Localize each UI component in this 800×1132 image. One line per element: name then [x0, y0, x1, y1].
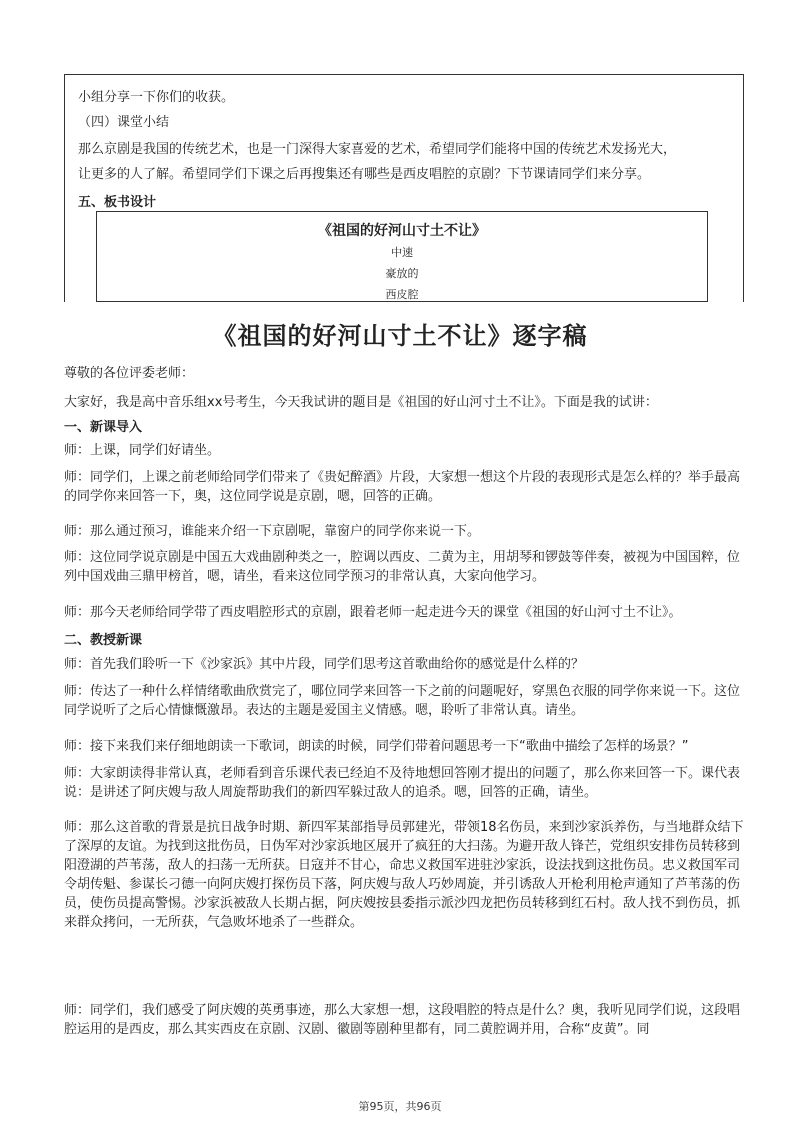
section-heading-board-design: 五、板书设计 — [78, 195, 157, 210]
text-line: 让更多的人了解。希望同学们下课之后再搜集还有哪些是西皮唱腔的京剧？下节课请同学们来分享。 — [78, 167, 651, 182]
paragraph: 师：上课，同学们好请坐。 — [64, 443, 221, 458]
paragraph: 师：大家朗读得非常认真，老师看到音乐课代表已经迫不及待地想回答刚才提出的问题了，那么你来回答一下。课代表说：是讲述了阿庆嫂与敌人周旋帮助我们的新四军躲过敌人的追杀。嗯，回答的正确，请坐。 — [64, 766, 741, 800]
paragraph: 师：传达了一种什么样情绪歌曲欣赏完了，哪位同学来回答一下之前的问题呢好，穿黑色衣服的同学你来说一下。这位同学说听了之后心情慷慨激昂。表达的主题是爱国主义情感。嗯，聆听了非常认真。请坐。 — [64, 684, 741, 718]
salutation: 尊敬的各位评委老师： — [64, 366, 195, 381]
section-heading: 二、教授新课 — [64, 633, 143, 648]
paragraph: 师：那今天老师给同学带了西皮唱腔形式的京剧，跟着老师一起走进今天的课堂《祖国的好山河寸土不让》。 — [64, 605, 682, 620]
document-title: 《祖国的好河山寸土不让》逐字稿 — [212, 321, 588, 350]
paragraph: 师：那么这首歌的背景是抗日战争时期、新四军某部指导员郭建光，带领18名伤员，来到沙家浜养伤，与当地群众结下了深厚的友谊。为找到这批伤员，日伪军对沙家浜地区展开了疯狂的大扫荡。为避开敌人锋芒，党组织安排伤员转移到阳澄湖的芦苇荡，敌人的扫荡一无所获。日寇并不甘心，命忠义救国军进驻沙家浜，设法找到这批伤员。忠义救国军司令胡传魁、参谋长刁德一向阿庆嫂打探伤员下落，阿庆嫂与敌人巧妙周旋，并引诱敌人开枪利用枪声通知了芦苇荡的伤员，使伤员提高警惕。沙家浜被敌人长期占据，阿庆嫂按县委指示派沙四龙把伤员转移到红石村。敌人找不到伤员，抓来群众拷问，一无所获，气急败坏地杀了一些群众。 — [64, 820, 744, 930]
board-title: 《祖国的好河山寸土不让》 — [318, 223, 486, 239]
summary-heading: （四）课堂小结 — [78, 115, 170, 130]
text-line: 小组分享一下你们的收获。 — [78, 90, 235, 105]
board-design-box — [96, 211, 708, 302]
paragraph: 师：同学们，上课之前老师给同学们带来了《贵妃醉酒》片段，大家想一想这个片段的表现形式是怎么样的？举手最高的同学你来回答一下，奥，这位同学说是京剧，嗯，回答的正确。 — [64, 470, 741, 504]
page-number: 第95页，共96页 — [358, 1100, 442, 1113]
board-item: 中速 — [391, 246, 413, 259]
paragraph: 师：同学们，我们感受了阿庆嫂的英勇事迹，那么大家想一想，这段唱腔的特点是什么？奥，我听见同学们说，这段唱腔运用的是西皮，那么其实西皮在京剧、汉剧、徽剧等剧种里都有，同二黄腔调并用，合称“皮黄”。同 — [64, 1003, 741, 1037]
paragraph: 师：接下来我们来仔细地朗读一下歌词，朗读的时候，同学们带着问题思考一下“歌曲中描绘了怎样的场景？” — [64, 739, 689, 754]
paragraph: 师：这位同学说京剧是中国五大戏曲剧种类之一，腔调以西皮、二黄为主，用胡琴和锣鼓等伴奏，被视为中国国粹，位列中国戏曲三鼎甲榜首，嗯，请坐，看来这位同学预习的非常认真，大家向他学习。 — [64, 550, 741, 584]
section-heading: 一、新课导入 — [64, 420, 143, 435]
paragraph: 师：那么通过预习，谁能来介绍一下京剧呢，靠窗户的同学你来说一下。 — [64, 524, 481, 539]
board-item: 豪放的 — [385, 267, 419, 280]
paragraph: 师：首先我们聆听一下《沙家浜》其中片段，同学们思考这首歌曲给你的感觉是什么样的？ — [64, 657, 585, 672]
board-item: 西皮腔 — [385, 288, 419, 301]
paragraph: 大家好，我是高中音乐组xx号考生，今天我试讲的题目是《祖国的好山河寸土不让》。下面是我的试讲： — [64, 395, 658, 410]
text-line: 那么京剧是我国的传统艺术，也是一门深得大家喜爱的艺术，希望同学们能将中国的传统艺术发扬光大， — [78, 142, 677, 157]
